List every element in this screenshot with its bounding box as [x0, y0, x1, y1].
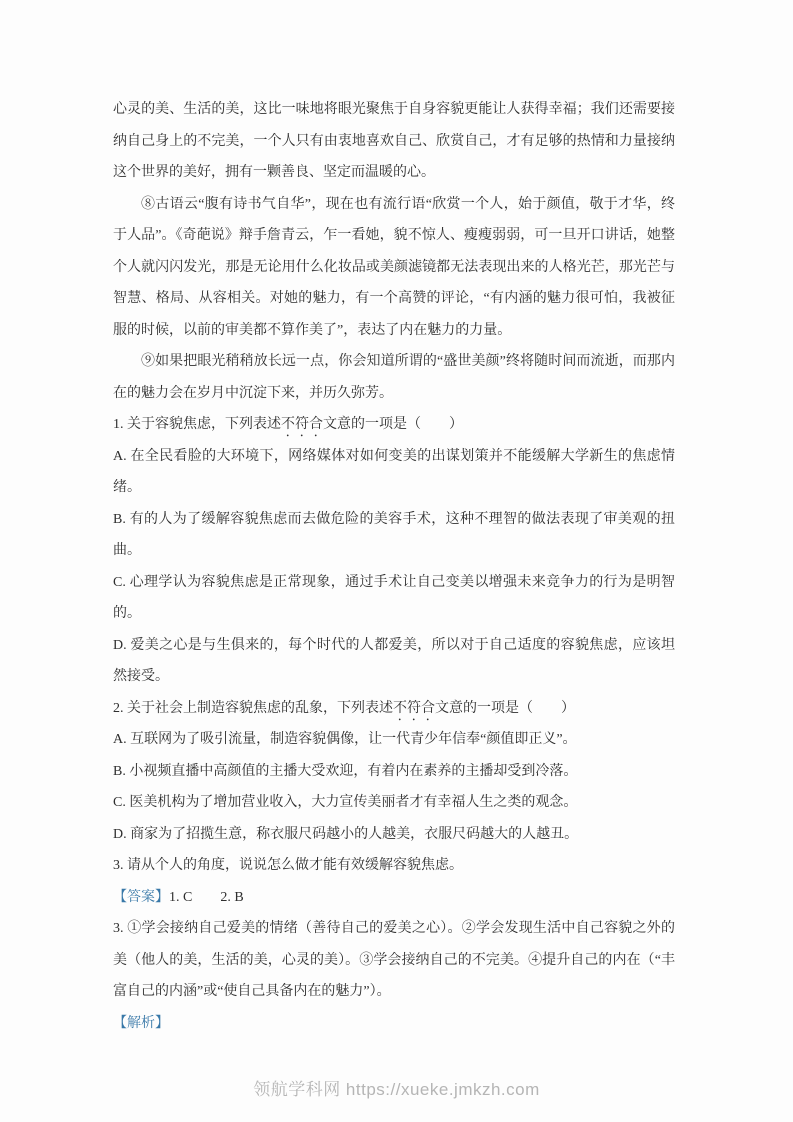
question-2-prefix: 2. 关于社会上制造容貌焦虑的乱象，下列表述 — [113, 700, 393, 716]
question-2-suffix: 文意的一项是（ ） — [435, 700, 575, 716]
question-1-suffix: 文意的一项是（ ） — [323, 417, 463, 432]
question-3: 3. 请从个人的角度，说说怎么做才能有效缓解容貌焦虑。 — [113, 858, 463, 873]
question-2-option-c: C. 医美机构为了增加营业收入，大力宣传美丽者才有幸福人生之类的观念。 — [113, 795, 578, 810]
question-1-option-b: B. 有的人为了缓解容貌焦虑而去做危险的美容手术，这种不理智的做法表现了审美观的扭曲。 — [113, 511, 675, 558]
analysis-label: 【解析】 — [113, 1015, 169, 1031]
answer-q3-text: 3. ①学会接纳自己爱美的情绪（善待自己的爱美之心）。②学会发现生活中自己容貌之外的美（他人的美，生活的美，心灵的美）。③学会接纳自己的不完美。④提升自己的内在（“丰富自己的内涵”或“使自己具备内在的魅力”）。 — [113, 921, 675, 999]
passage-paragraph-8: ⑧古语云“腹有诗书气自华”，现在也有流行语“欣赏一个人，始于颜值，敬于才华，终于人品”。《奇葩说》辩手詹青云，乍一看她，貌不惊人、瘦瘦弱弱，可一旦开口讲话，她整个人就闪闪发光，那是无论用什么化妆品或美颜滤镜都无法表现出来的人格光芒，那光芒与智慧、格局、从容相关。对她的魅力，有一个高赞的评论，“有内涵的魅力很可怕，我被征服的时候，以前的审美都不算作美了”，表达了内在魅力的力量。 — [113, 196, 675, 338]
question-1 — [113, 409, 675, 441]
document-content — [113, 94, 675, 1039]
question-2-option-d: D. 商家为了招揽生意，称衣服尺码越小的人越美，衣服尺码越大的人越丑。 — [113, 826, 579, 842]
question-2-option-b: B. 小视频直播中高颜值的主播大受欢迎，有着内在素养的主播却受到冷落。 — [113, 763, 578, 779]
answer-line — [113, 882, 675, 914]
question-1-option-c: C. 心理学认为容貌焦虑是正常现象，通过手术让自己变美以增强未来竞争力的行为是明智的。 — [113, 574, 675, 621]
analysis-line — [113, 1008, 675, 1040]
question-1-emphasis: 不符合 — [281, 417, 323, 432]
question-2-emphasis: 不符合 — [393, 700, 435, 716]
passage-paragraph-9: ⑨如果把眼光稍稍放长远一点，你会知道所谓的“盛世美颜”终将随时间而流逝，而那内在的魅力会在岁月中沉淀下来，并历久弥芳。 — [113, 354, 675, 401]
question-2 — [113, 693, 675, 725]
question-2-option-a: A. 互联网为了吸引流量，制造容貌偶像，让一代青少年信奉“颜值即正义”。 — [113, 732, 577, 747]
passage-paragraph-continuation: 心灵的美、生活的美，这比一味地将眼光聚焦于自身容貌更能让人获得幸福；我们还需要接纳自己身上的不完美，一个人只有由衷地喜欢自己、欣赏自己，才有足够的热情和力量接纳这个世界的美好，拥有一颗善良、坚定而温暖的心。 — [113, 102, 675, 180]
answer-choices: 1. C 2. B — [169, 889, 244, 905]
question-1-option-a: A. 在全民看脸的大环境下，网络媒体对如何变美的出谋划策并不能缓解大学新生的焦虑情绪。 — [113, 448, 675, 495]
answer-label: 【答案】 — [113, 889, 169, 905]
question-1-prefix: 1. 关于容貌焦虑，下列表述 — [113, 417, 281, 432]
question-1-option-d: D. 爱美之心是与生俱来的，每个时代的人都爱美，所以对于自己适度的容貌焦虑，应该坦然接受。 — [113, 637, 675, 684]
footer-watermark: 领航学科网 https://xueke.jmkzh.com — [253, 1080, 540, 1099]
